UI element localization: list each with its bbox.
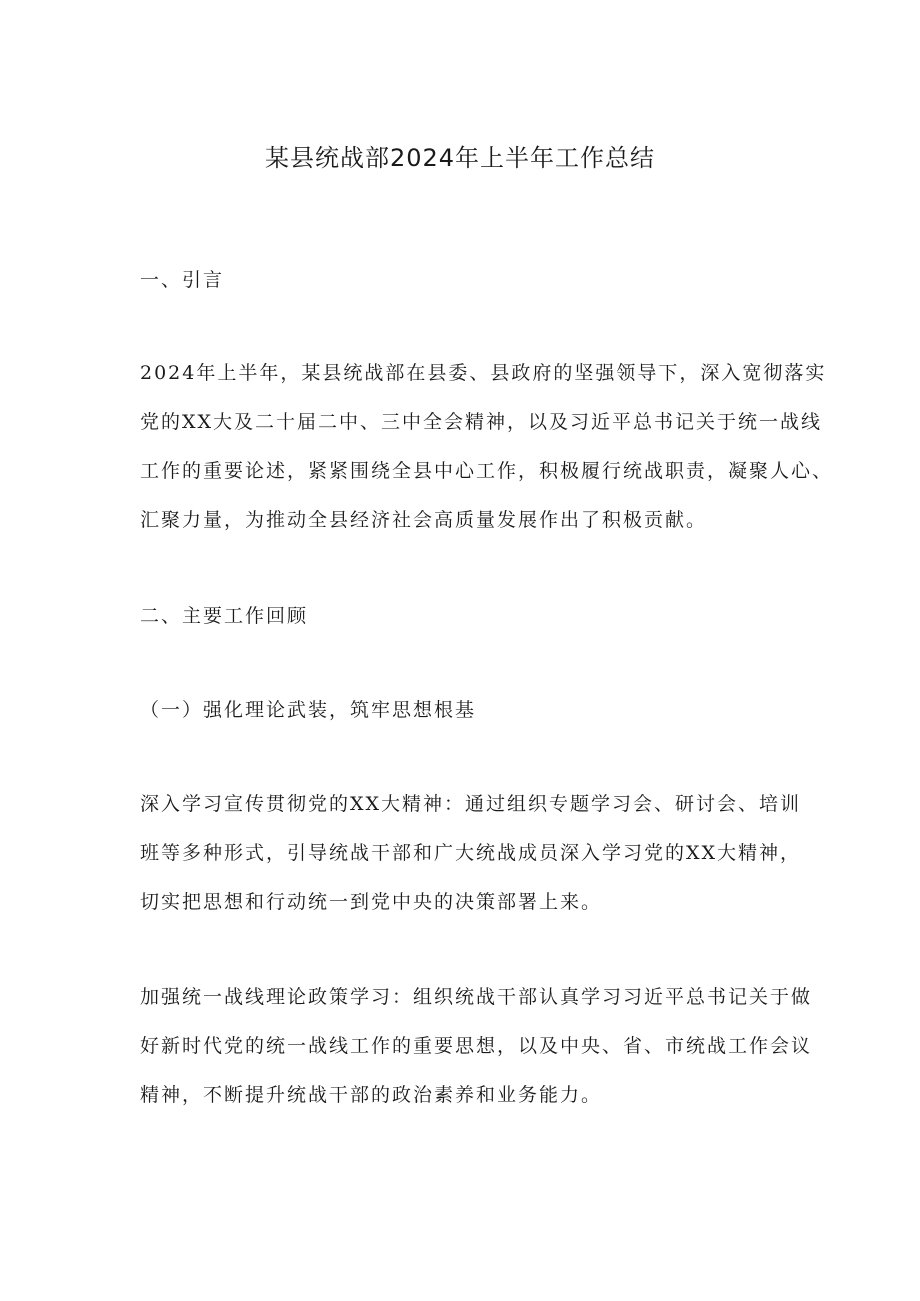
- paragraph-line: 加强统一战线理论政策学习：组织统战干部认真学习习近平总书记关于做: [140, 986, 813, 1008]
- section-heading-introduction: 一、引言: [140, 269, 225, 291]
- paragraph-line: 班等多种形式，引导统战干部和广大统战成员深入学习党的XX大精神，: [140, 842, 802, 864]
- paragraph-line: 党的XX大及二十届二中、三中全会精神，以及习近平总书记关于统一战线: [140, 411, 823, 433]
- paragraph-line: 切实把思想和行动统一到党中央的决策部署上来。: [140, 891, 603, 913]
- subsection-heading-theory: （一）强化理论武装，筑牢思想根基: [140, 699, 477, 721]
- section-heading-work-review: 二、主要工作回顾: [140, 605, 309, 627]
- united-front-theory-paragraph: [140, 973, 813, 1120]
- paragraph-line: 汇聚力量，为推动全县经济社会高质量发展作出了积极贡献。: [140, 509, 708, 531]
- paragraph-line: 工作的重要论述，紧紧围绕全县中心工作，积极履行统战职责，凝聚人心、: [140, 460, 834, 482]
- document-title: 某县统战部2024年上半年工作总结: [264, 144, 656, 172]
- paragraph-line: 2024年上半年，某县统战部在县委、县政府的坚强领导下，深入宽彻落实: [140, 362, 827, 384]
- paragraph-line: 深入学习宣传贯彻党的XX大精神：通过组织专题学习会、研讨会、培训: [140, 793, 802, 815]
- paragraph-line: 精神，不断提升统战干部的政治素养和业务能力。: [140, 1084, 603, 1106]
- paragraph-line: 好新时代党的统一战线工作的重要思想，以及中央、省、市统战工作会议: [140, 1035, 813, 1057]
- study-xx-spirit-paragraph: [140, 780, 800, 927]
- introduction-paragraph: [140, 349, 834, 545]
